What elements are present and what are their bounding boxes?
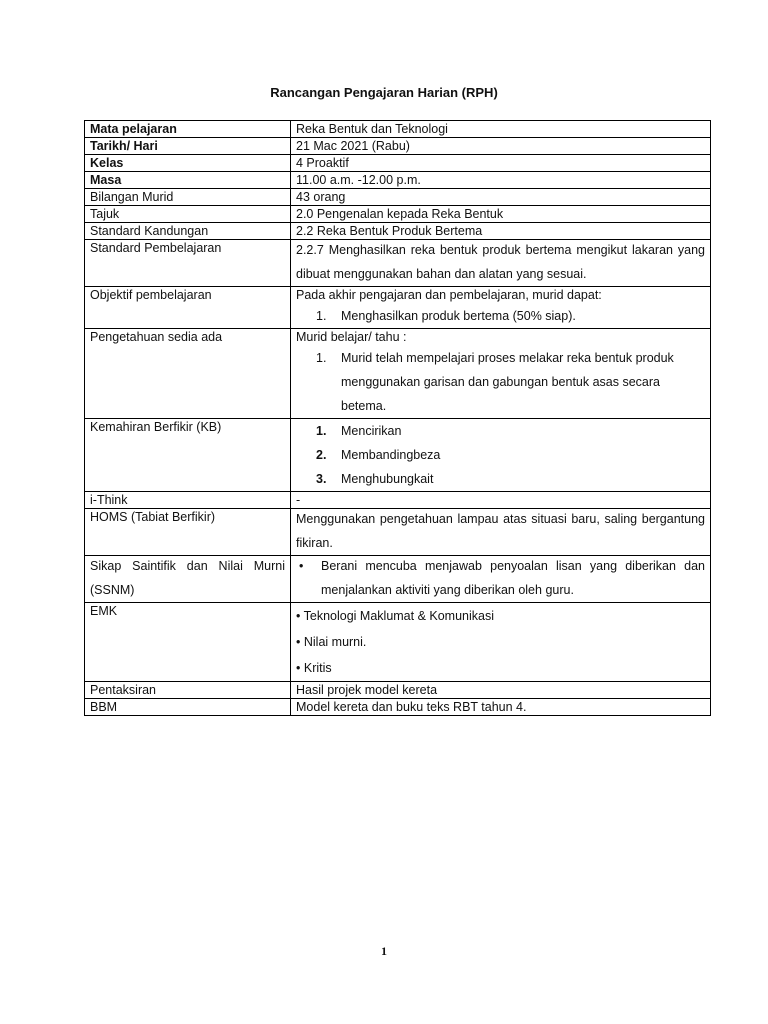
row-label	[85, 556, 291, 603]
list-number: 1.	[316, 351, 327, 365]
row-label: Mata pelajaran	[85, 121, 291, 138]
page-number: 1	[381, 944, 387, 958]
bullet-icon: •	[299, 559, 304, 573]
row-label: Standard Kandungan	[85, 223, 291, 240]
row-value	[291, 419, 711, 492]
row-value	[291, 287, 711, 329]
document-title: Rancangan Pengajaran Harian (RPH)	[270, 85, 498, 100]
ssnm-label-text: Sikap Saintifik dan Nilai Murni (SSNM)	[90, 559, 285, 597]
list-text: Teknologi Maklumat & Komunikasi	[303, 609, 495, 623]
list-item	[296, 655, 705, 681]
list-text: Kritis	[303, 661, 332, 675]
table-row	[85, 155, 711, 172]
row-value: 11.00 a.m. -12.00 p.m.	[291, 172, 711, 189]
table-row	[85, 206, 711, 223]
objektif-list	[296, 304, 705, 328]
row-label: Kelas	[85, 155, 291, 172]
list-number: 3.	[316, 472, 327, 486]
row-value: Model kereta dan buku teks RBT tahun 4.	[291, 699, 711, 716]
list-text: Murid telah mempelajari proses melakar reka bentuk produk menggunakan garisan dan gabungan bentuk asas secara betema.	[341, 351, 674, 413]
list-text: Membandingbeza	[341, 448, 441, 462]
table-row	[85, 240, 711, 287]
table-row	[85, 172, 711, 189]
table-row	[85, 138, 711, 155]
list-item	[296, 467, 705, 491]
table-row	[85, 682, 711, 699]
row-label: Bilangan Murid	[85, 189, 291, 206]
objektif-intro: Pada akhir pengajaran dan pembelajaran, murid dapat:	[296, 288, 602, 302]
standard-pembelajaran-text: 2.2.7 Menghasilkan reka bentuk produk bertema mengikut lakaran yang dibuat menggunakan bahan dan alatan yang sesuai.	[296, 243, 705, 281]
row-label: Standard Pembelajaran	[85, 240, 291, 287]
table-row	[85, 603, 711, 682]
bullet-icon: •	[296, 661, 301, 675]
row-label: Pentaksiran	[85, 682, 291, 699]
list-text: Menghasilkan produk bertema (50% siap).	[341, 309, 576, 323]
table-row	[85, 223, 711, 240]
list-item	[296, 554, 705, 602]
list-number: 1.	[316, 424, 327, 438]
row-value: -	[291, 492, 711, 509]
row-label: EMK	[85, 603, 291, 682]
row-value: 4 Proaktif	[291, 155, 711, 172]
list-text: Berani mencuba menjawab penyoalan lisan yang diberikan dan menjalankan aktiviti yang diberikan oleh guru.	[321, 559, 705, 597]
list-item	[296, 629, 705, 655]
ssnm-list	[296, 554, 705, 602]
row-label: Objektif pembelajaran	[85, 287, 291, 329]
bullet-icon: •	[296, 609, 301, 623]
list-item	[296, 443, 705, 467]
row-value: Reka Bentuk dan Teknologi	[291, 121, 711, 138]
table-row	[85, 492, 711, 509]
list-text: Mencirikan	[341, 424, 402, 438]
row-value: 2.2 Reka Bentuk Produk Bertema	[291, 223, 711, 240]
table-row	[85, 121, 711, 138]
row-label: BBM	[85, 699, 291, 716]
row-value	[291, 509, 711, 556]
list-item	[296, 603, 705, 629]
row-value	[291, 556, 711, 603]
pengetahuan-intro: Murid belajar/ tahu :	[296, 330, 407, 344]
row-value	[291, 329, 711, 419]
table-row	[85, 329, 711, 419]
row-value: 2.0 Pengenalan kepada Reka Bentuk	[291, 206, 711, 223]
table-row	[85, 699, 711, 716]
kb-list	[296, 419, 705, 491]
row-label: Kemahiran Berfikir (KB)	[85, 419, 291, 492]
list-item	[296, 419, 705, 443]
list-item	[296, 304, 705, 328]
row-value	[291, 603, 711, 682]
row-value: 43 orang	[291, 189, 711, 206]
homs-text: Menggunakan pengetahuan lampau atas situasi baru, saling bergantung fikiran.	[296, 512, 705, 550]
row-value: 21 Mac 2021 (Rabu)	[291, 138, 711, 155]
table-row	[85, 419, 711, 492]
row-label: Tajuk	[85, 206, 291, 223]
row-value	[291, 240, 711, 287]
bullet-icon: •	[296, 635, 301, 649]
list-number: 1.	[316, 309, 327, 323]
row-label: Pengetahuan sedia ada	[85, 329, 291, 419]
row-label: HOMS (Tabiat Berfikir)	[85, 509, 291, 556]
list-number: 2.	[316, 448, 327, 462]
list-text: Menghubungkait	[341, 472, 434, 486]
list-text: Nilai murni.	[303, 635, 367, 649]
row-label: Tarikh/ Hari	[85, 138, 291, 155]
row-label: i-Think	[85, 492, 291, 509]
rph-table	[84, 120, 711, 716]
list-item	[296, 346, 677, 418]
row-label: Masa	[85, 172, 291, 189]
table-row	[85, 556, 711, 603]
pengetahuan-list	[296, 346, 705, 418]
table-row	[85, 189, 711, 206]
row-value: Hasil projek model kereta	[291, 682, 711, 699]
table-row	[85, 287, 711, 329]
table-row	[85, 509, 711, 556]
